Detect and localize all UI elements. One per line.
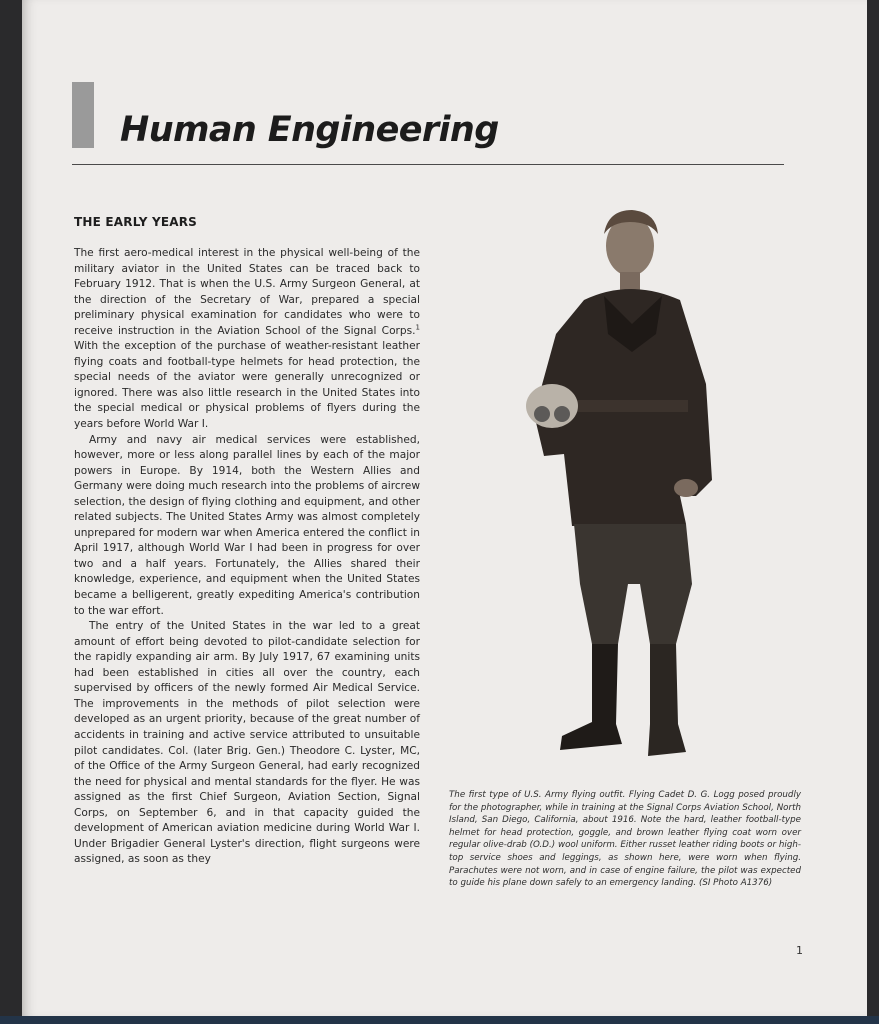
photo-caption: The first type of U.S. Army flying outfit. Flying Cadet D. G. Logg posed proudly for the photographer, while in training at the Signal Corps Aviation School, North Island, San Diego, California, about 1916. Note the hard, leather football-type helmet for head protection, goggle, and brown leather flying coat worn over regular olive-drab (O.D.) wool uniform. Either russet leather riding boots or high-top service shoes and leggings, as shown here, were worn when flying. Parachutes were not worn, and in case of engine failure, the pilot was expected to guide his plane down safely to an emergency landing. (SI Photo A1376) (449, 790, 801, 889)
page-title: Human Engineering (120, 110, 499, 150)
book-page (22, 0, 867, 1016)
paragraph-1-part-a: The first aero-medical interest in the physical well-being of the military aviator in the United States can be traced back to February 1912. That is when the U.S. Army Surgeon General, at the direction of the Secretary of War, prepared a special preliminary physical examination for candidates who were to receive instruction in the Aviation School of the Signal Corps. (74, 247, 420, 337)
aviator-photo (500, 204, 740, 780)
footnote-marker: 1 (415, 323, 420, 332)
paragraph-2: Army and navy air medical services were established, however, more or less along parallel lines by each of the major powers in Europe. By 1914, both the Western Allies and Germany were doing much research into the problems of aircrew selection, the design of flying clothing and equipment, and other related subjects. The United States Army was almost completely unprepared for modern war when America entered the conflict in April 1917, although World War I had been in progress for over two and a half years. Fortunately, the Allies shared their knowledge, experience, and equipment when the United States became a belligerent, greatly expediting America's contribution to the war effort. (74, 433, 420, 617)
page-number: 1 (796, 944, 803, 957)
section-heading: THE EARLY YEARS (74, 215, 198, 229)
aviator-figure-illustration (526, 210, 712, 756)
title-rule (72, 164, 784, 165)
paragraph-3: The entry of the United States in the war led to a great amount of effort being devoted to pilot-candidate selection for the rapidly expanding air arm. By July 1917, 67 examining units had been established in cities all over the country, each supervised by officers of the newly formed Air Medical Service. The improvements in the methods of pilot selection were developed as an urgent priority, because of the great number of accidents in training and active service attributed to unsuitable pilot candidates. Col. (later Brig. Gen.) Theodore C. Lyster, MC, of the Office of the Army Surgeon General, had early recognized the need for physical and mental standards for the flyer. He was assigned as the first Chief Surgeon, Aviation Section, Signal Corps, on September 6, and in that capacity guided the development of American aviation medicine during World War I. Under Brigadier General Lyster's direction, flight surgeons were assigned, as soon as they (74, 620, 420, 866)
body-text-column (74, 246, 420, 868)
title-accent-bar (72, 82, 94, 148)
paragraph-1-part-b: With the exception of the purchase of weather-resistant leather flying coats and football-type helmets for head protection, the special needs of the aviator were generally unrecognized or ignored. There was also little research in the United States into the special medical or physical problems of flyers during the years before World War I. (74, 340, 420, 431)
book-cover-edge (0, 1016, 879, 1024)
paragraph-1 (74, 246, 420, 433)
